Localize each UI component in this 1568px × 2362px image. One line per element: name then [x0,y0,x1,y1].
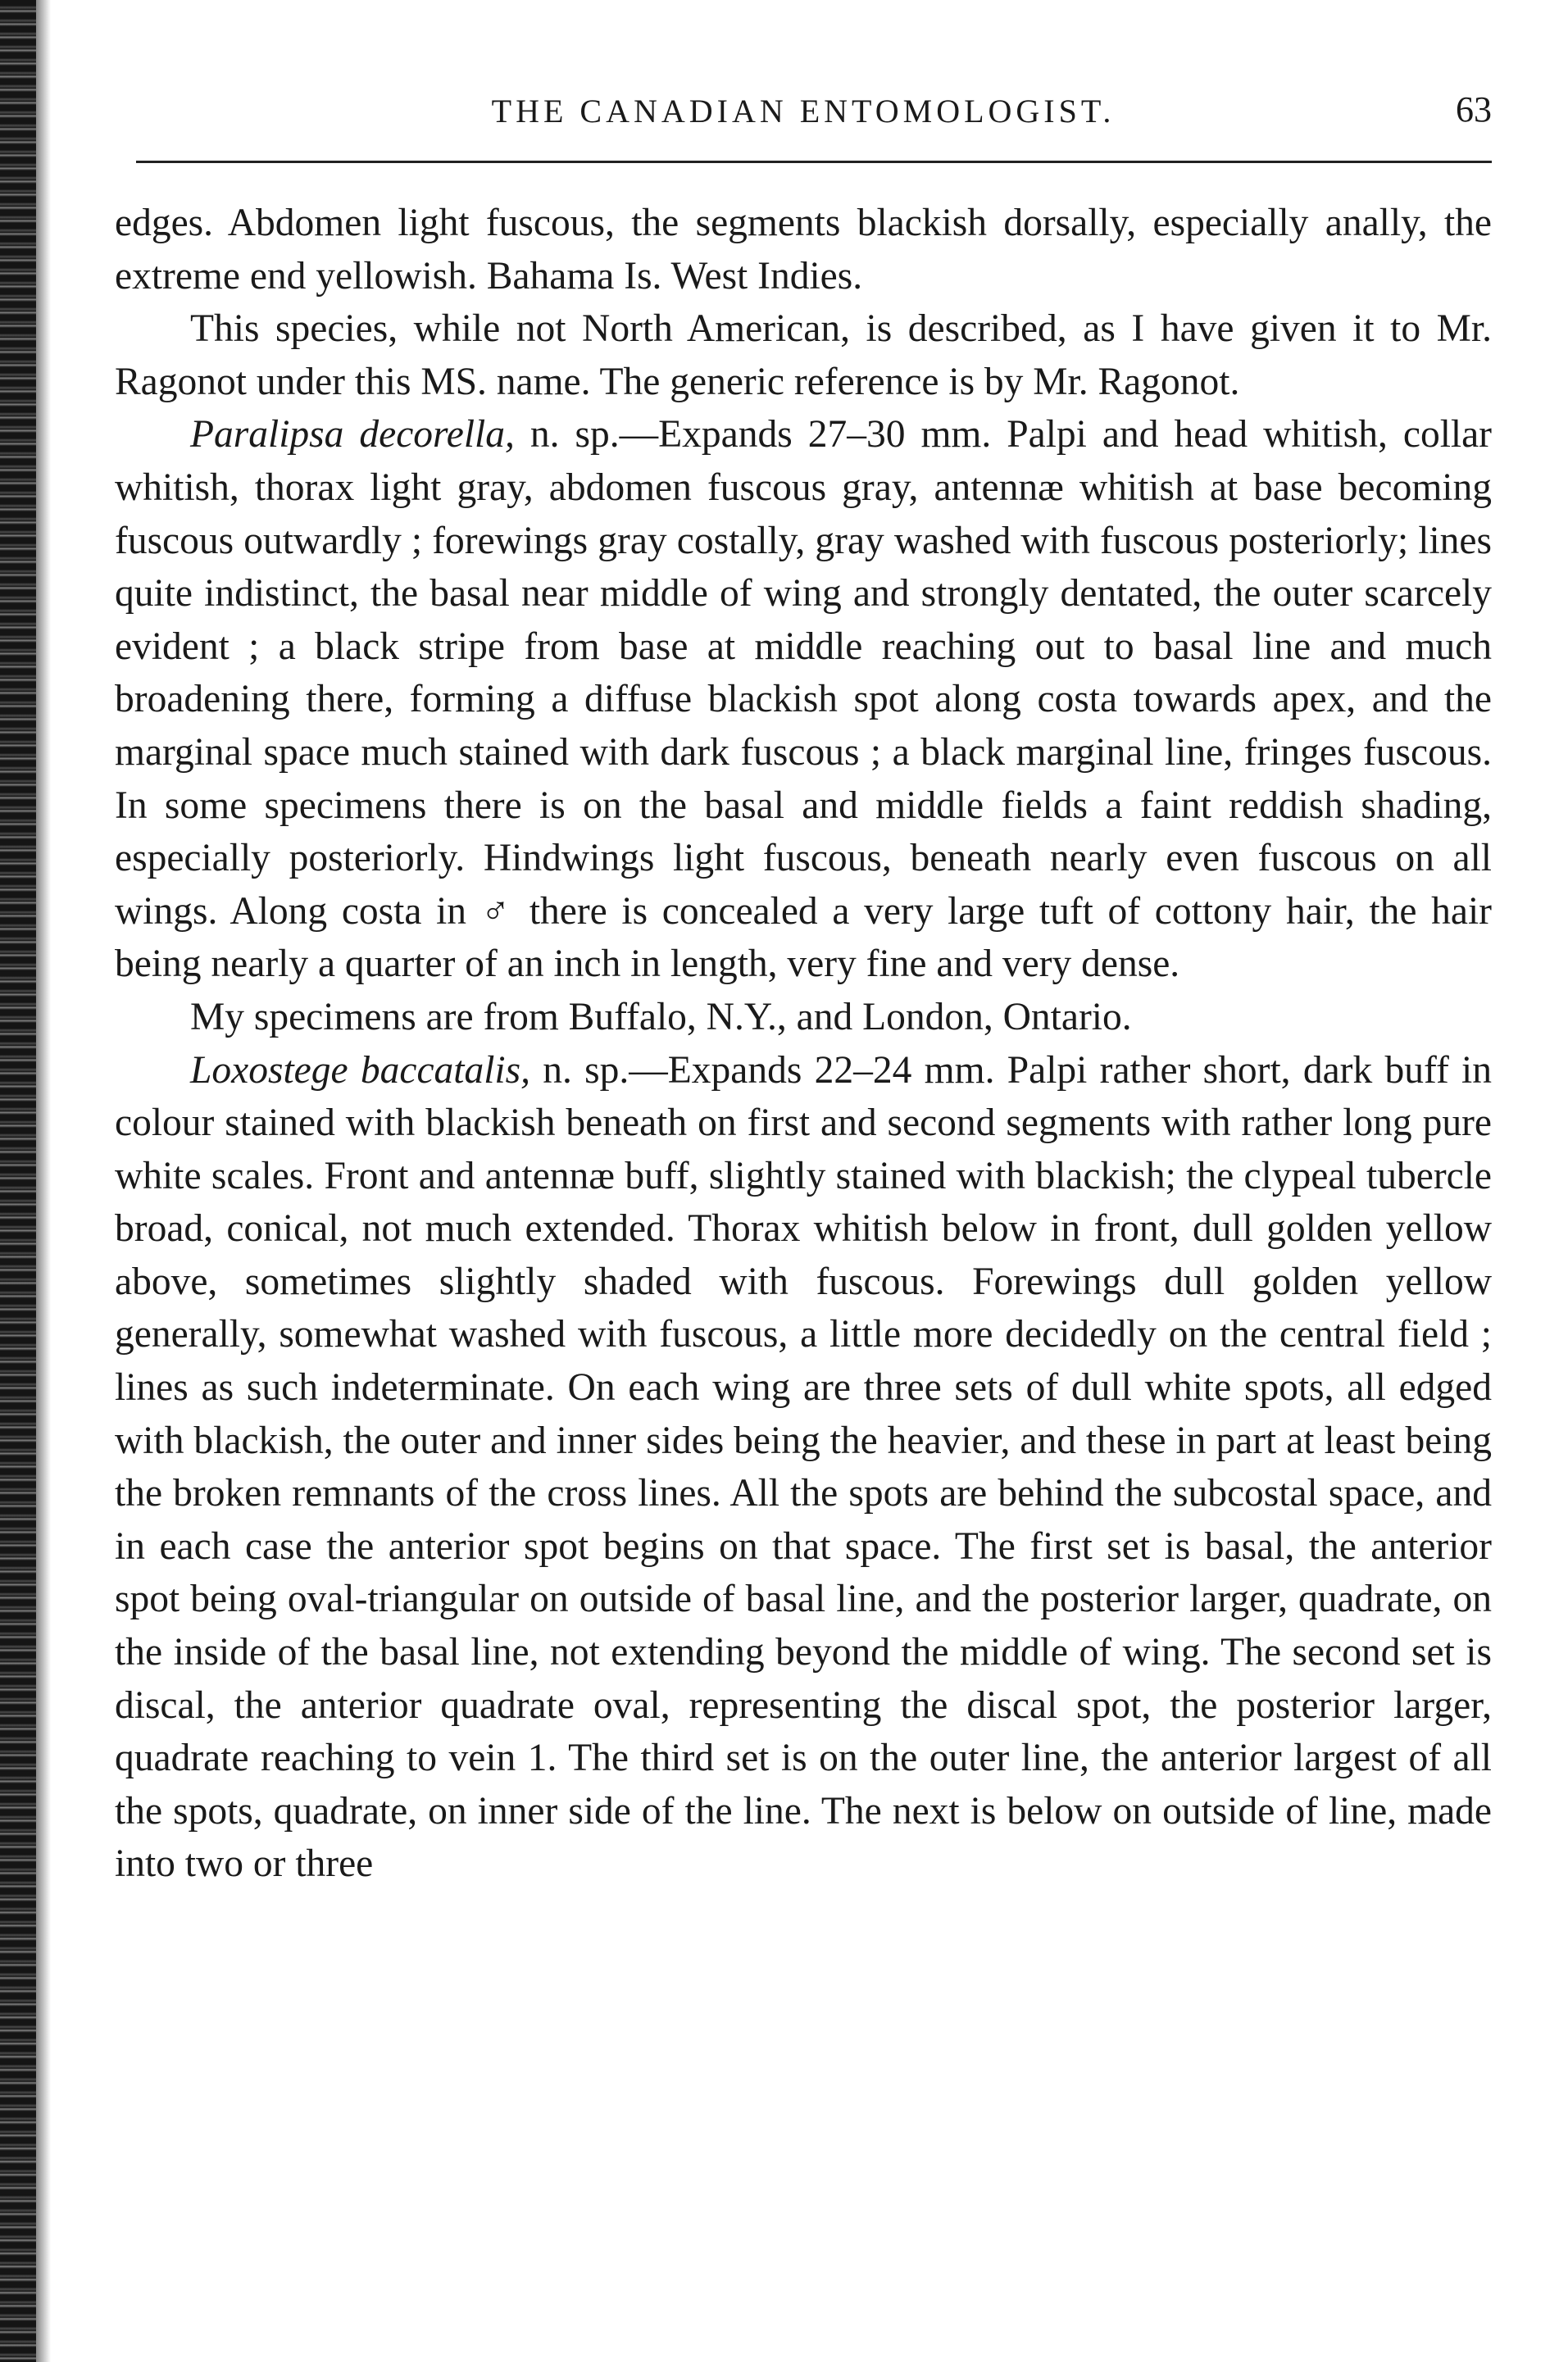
page-header [115,89,1492,141]
page-number: 63 [1456,89,1492,129]
paragraph [115,302,1492,408]
paragraph [115,1044,1492,1892]
book-spine-edge [0,0,36,2362]
species-name: Paralipsa decorella, [190,413,515,457]
paragraph-text: n. sp.—Expands 27–30 mm. Palpi and head whitish, collar whitish, thorax light gray, abdomen fuscous gray, antennæ whitish at base becoming fuscous outwardly ; forewings gray costally, gray washed with fuscous posteriorly; lines quite indistinct, the basal near middle of wing and strongly dentated, the outer scarcely evident ; a black stripe from base at middle reaching out to basal line and much broadening there, forming a diffuse blackish spot along costa towards apex, and the marginal space much stained with dark fuscous ; a black marginal line, fringes fuscous. In some specimens there is on the basal and middle fields a faint reddish shading, especially posteriorly. Hindwings light fuscous, beneath nearly even fuscous on all wings. Along costa in ♂ there is concealed a very large tuft of cottony hair, the hair being nearly a quarter of an inch in length, very fine and very dense. [115,413,1492,986]
running-head: THE CANADIAN ENTOMOLOGIST. [491,93,1116,129]
paragraph-text: edges. Abdomen light fuscous, the segments blackish dorsally, especially anally, the extreme end yellowish. Bahama Is. West Indies. [115,202,1492,298]
header-rule [136,161,1492,163]
species-name: Loxostege baccatalis, [190,1048,530,1092]
paragraph [115,991,1492,1044]
paragraph-text: This species, while not North American, is described, as I have given it to Mr. Ragonot under this MS. name. The generic reference is by Mr. Ragonot. [115,307,1492,403]
paragraph [115,197,1492,302]
paragraph-text: My specimens are from Buffalo, N.Y., and London, Ontario. [190,995,1132,1038]
paragraph [115,408,1492,991]
gutter-shadow [36,0,51,2362]
body-text [115,197,1492,1891]
paragraph-text: n. sp.—Expands 22–24 mm. Palpi rather short, dark buff in colour stained with blackish beneath on first and second segments with rather long pure white scales. Front and antennæ buff, slightly stained with blackish; the clypeal tubercle broad, conical, not much extended. Thorax whitish below in front, dull golden yellow above, sometimes slightly shaded with fuscous. Forewings dull golden yellow generally, somewhat washed with fuscous, a little more decidedly on the central field ; lines as such indeterminate. On each wing are three sets of dull white spots, all edged with blackish, the outer and inner sides being the heavier, and these in part at least being the broken remnants of the cross lines. All the spots are behind the subcostal space, and in each case the anterior spot begins on that space. The first set is basal, the anterior spot being oval-triangular on outside of basal line, and the posterior larger, quadrate, on the inside of the basal line, not extending beyond the middle of wing. The second set is discal, the anterior quadrate oval, representing the discal spot, the posterior larger, quadrate reaching to vein 1. The third set is on the outer line, the anterior largest of all the spots, quadrate, on inner side of the line. The next is below on outside of line, made into two or three [115,1048,1492,1886]
